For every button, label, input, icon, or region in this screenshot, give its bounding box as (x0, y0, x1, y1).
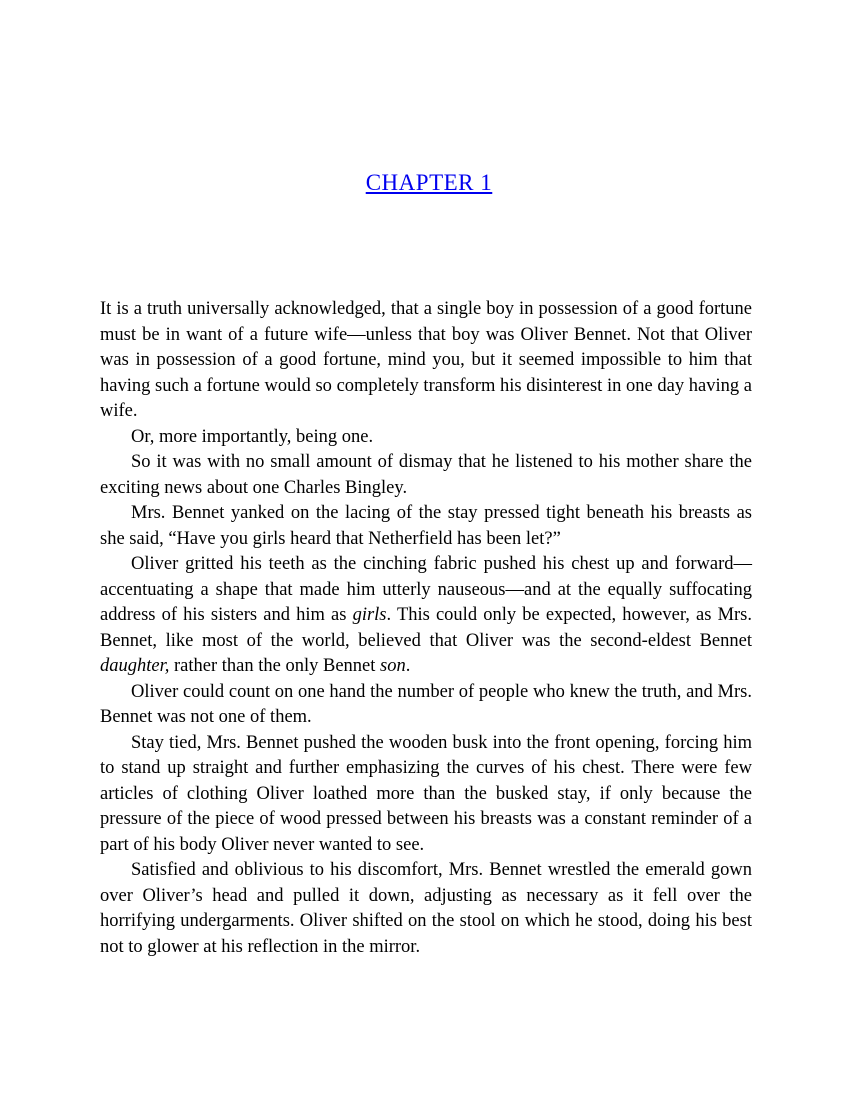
paragraph-text: Mrs. Bennet yanked on the lacing of the stay pressed tight beneath his breasts as she said, “Have you girls heard that Netherfield has been let?” (100, 503, 752, 549)
paragraph-text: Oliver gritted his teeth as the cinching fabric pushed his chest up and forward—accentuating a shape that made him utterly nauseous—and at the equally suffocating address of his sisters and him as (100, 554, 752, 625)
paragraph-text: rather than the only Bennet (169, 656, 381, 676)
paragraph (100, 680, 752, 731)
paragraph-text: So it was with no small amount of dismay that he listened to his mother share the exciting news about one Charles Bingley. (100, 452, 752, 498)
paragraph-text: . This could only be expected, however, as Mrs. Bennet, like most of the world, believed that Oliver was the second-eldest Bennet (100, 605, 752, 651)
paragraph-text: It is a truth universally acknowledged, that a single boy in possession of a good fortune must be in want of a future wife—unless that boy was Oliver Bennet. Not that Oliver was in possession of a good fortune, mind you, but it seemed impossible to him that having such a fortune would so completely transform his disinterest in one day having a wife. (100, 299, 752, 421)
paragraph-text-italic: son (380, 656, 406, 676)
paragraph (100, 450, 752, 501)
page-text (100, 297, 752, 960)
paragraph-text: Or, more importantly, being one. (131, 426, 374, 447)
paragraph (100, 297, 752, 425)
chapter-heading-link[interactable]: CHAPTER 1 (365, 170, 493, 195)
paragraph (100, 425, 752, 451)
paragraph (100, 501, 752, 552)
paragraph (100, 731, 752, 859)
paragraph-text-italic: girls (352, 605, 387, 625)
chapter-heading (0, 0, 858, 196)
paragraph-text: Satisfied and oblivious to his discomfort, Mrs. Bennet wrestled the emerald gown over Oliver’s head and pulled it down, adjusting as necessary as it fell over the horrifying undergarments. Oliver shifted on the stool on which he stood, doing his best not to glower at his reflection in the mirror. (100, 860, 752, 957)
paragraph (100, 552, 752, 680)
paragraph-text-italic: daughter, (100, 656, 170, 676)
paragraph (100, 858, 752, 960)
paragraph-text: Oliver could count on one hand the number of people who knew the truth, and Mrs. Bennet was not one of them. (100, 681, 752, 727)
paragraph-text: . (405, 656, 411, 676)
paragraph-text: Stay tied, Mrs. Bennet pushed the wooden busk into the front opening, forcing him to stand up straight and further emphasizing the curves of his chest. There were few articles of clothing Oliver loathed more than the busked stay, if only because the pressure of the piece of wood pressed between his breasts was a constant reminder of a part of his body Oliver never wanted to see. (100, 732, 752, 855)
